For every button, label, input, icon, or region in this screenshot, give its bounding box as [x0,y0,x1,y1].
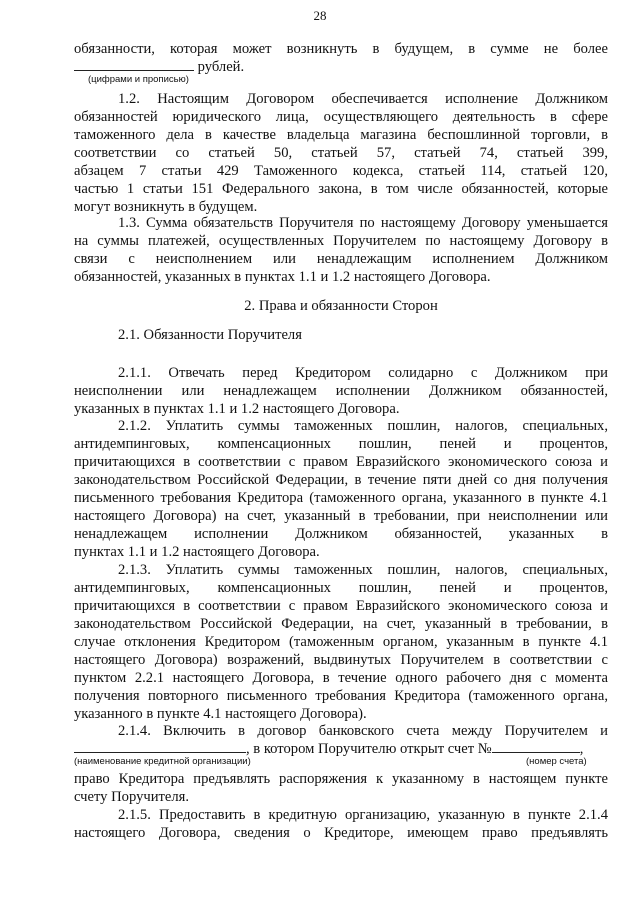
account-text: , в котором Поручителю открыт счет № [246,741,492,757]
text-line: письменного требования Кредитора (таможенного органа, указанного в пункте 4.1 [74,490,608,506]
text-line: частью 1 статьи 151 Федерального закона, в том числе обязанностей, которые [74,181,608,197]
subsection-heading: 2.1. Обязанности Поручителя [118,327,302,343]
rubles-label: рублей. [197,59,245,75]
bank-caption: (наименование кредитной организации) [74,756,251,767]
account-number-blank [492,740,580,753]
text-line: 1.3. Сумма обязательств Поручителя по настоящему Договору уменьшается [118,215,608,231]
account-caption: (номер счета) [526,756,587,767]
text-line: могут возникнуть в будущем. [74,199,258,215]
text-line: связи с неисполнением или ненадлежащим исполнением Должником [74,251,608,267]
text-line: настоящего Договора) возражений, выдвинутых Поручителем в соответствии с [74,652,608,668]
text-line: случае отклонения Кредитором (таможенным органом, указанным в пункте 4.1 [74,634,608,650]
text-line: 2.1.3. Уплатить суммы таможенных пошлин, налогов, специальных, [118,562,608,578]
text-line: антидемпинговых, компенсационных пошлин, пеней и процентов, [74,436,608,452]
text-line: причитающихся в соответствии с правом Евразийского экономического союза и [74,598,608,614]
text-line: антидемпинговых, компенсационных пошлин, пеней и процентов, [74,580,608,596]
text-line: абзацем 7 статьи 429 Таможенного кодекса, статьей 114, статьей 120, [74,163,608,179]
text-line: соответствии со статьей 50, статьей 57, статьей 74, статьей 399, [74,145,608,161]
text-line: настоящего Договора, сведения о Кредиторе, имеющем право предъявлять [74,825,608,841]
text-line: на суммы платежей, осуществленных Поручителем по настоящему Договору в [74,233,608,249]
text-line: настоящего Договора) на счет, указанный в требовании, при неисполнении или [74,508,608,524]
text-line: получения повторного письменного требования Кредитора (таможенного органа, [74,688,608,704]
text-line: таможенного дела в качестве владельца магазина беспошлинной торговли, в [74,127,608,143]
text-line: 2.1.4. Включить в договор банковского счета между Поручителем и [118,723,608,739]
text-line: 2.1.5. Предоставить в кредитную организацию, указанную в пункте 2.1.4 [118,807,608,823]
text-line: счету Поручителя. [74,789,190,805]
text-line: ненадлежащем исполнении Должником обязанностей, указанных в [74,526,608,542]
text-line: указанных в пунктах 1.1 и 1.2 настоящего Договора. [74,401,400,417]
page-number: 28 [313,8,327,23]
text-line: 1.2. Настоящим Договором обеспечивается исполнение Должником [118,91,608,107]
text-line: право Кредитора предъявлять распоряжения к указанному в настоящем пункте [74,771,608,787]
text-line: обязанности, которая может возникнуть в будущем, в сумме не более [74,41,608,57]
text-line: обязанностей, указанных в пунктах 1.1 и 1.2 настоящего Договора. [74,269,491,285]
section-heading: 2. Права и обязанности Сторон [244,298,438,314]
bank-name-blank [74,740,246,753]
text-line: пунктах 1.1 и 1.2 настоящего Договора. [74,544,320,560]
text-line: 2.1.2. Уплатить суммы таможенных пошлин, налогов, специальных, [118,418,608,434]
text-line: законодательством Российской Федерации, на счет, указанный в требовании, в [74,616,608,632]
text-line: причитающихся в соответствии с правом Евразийского экономического союза и [74,454,608,470]
text-line: указанного в пункте 4.1 настоящего Договора). [74,706,367,722]
bank-account-line: , в котором Поручителю открыт счет № , [74,740,608,758]
text-line: законодательством Российской Федерации, в течение пяти дней со дня получения [74,472,608,488]
amount-caption: (цифрами и прописью) [88,74,189,85]
text-line: обязанностей юридического лица, осуществляющего деятельность в сфере [74,109,608,125]
text-line: 2.1.1. Отвечать перед Кредитором солидарно с Должником при [118,365,608,381]
text-line: неисполнении или ненадлежащем исполнении Должником обязанностей, [74,383,608,399]
amount-blank [74,58,194,71]
text-line: пунктом 2.2.1 настоящего Договора, в течение одного рабочего дня с момента [74,670,608,686]
